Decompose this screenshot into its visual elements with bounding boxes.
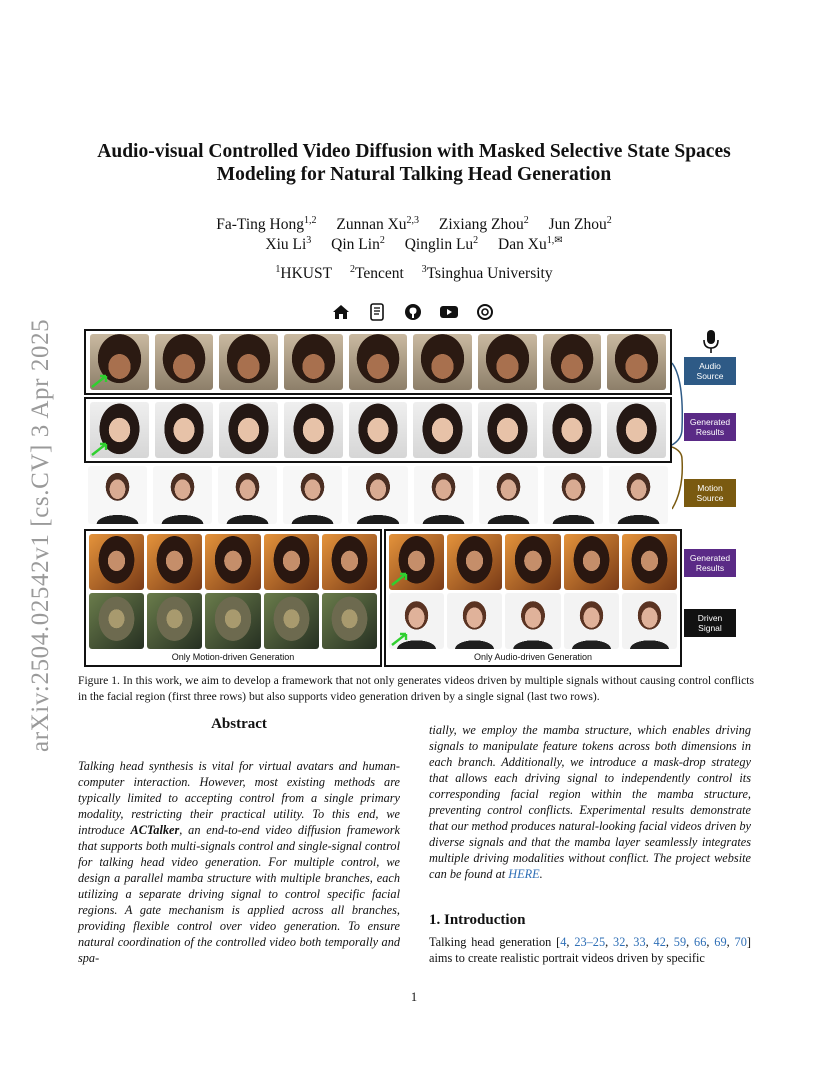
video-frame <box>413 402 472 458</box>
video-frame <box>264 593 319 649</box>
green-arrow-icon <box>390 571 410 587</box>
paper-title <box>60 140 768 186</box>
motion-source-label: Motion Source <box>684 479 736 507</box>
author: Dan $Xu^{1,✉}$ <box>498 235 563 253</box>
home-icon[interactable] <box>330 301 352 323</box>
affiliation-list <box>60 265 768 283</box>
driven-signal-label: Driven Signal <box>684 609 736 637</box>
video-frame <box>155 402 214 458</box>
video-frame <box>155 334 214 390</box>
video-frame <box>609 466 668 524</box>
video-frame <box>543 334 602 390</box>
affiliation: $^1$HKUST <box>275 264 333 282</box>
row-generated-results <box>84 397 672 463</box>
figure-caption: Figure 1. In this work, we aim to develop a framework that not only generates videos driven by multiple signals without causing control conflicts in the facial region (first three rows) but also supports video generation driven by a single signal (last two rows). <box>78 674 754 703</box>
green-arrow-icon <box>390 631 410 647</box>
author: Fa-Ting Hong$^{1,2}$ <box>216 215 317 233</box>
video-frame <box>205 534 260 590</box>
author: Qin Lin$^2$ <box>331 235 385 253</box>
project-links <box>330 301 500 323</box>
video-frame <box>544 466 603 524</box>
video-frame <box>348 466 407 524</box>
page-number: 1 <box>410 990 418 1004</box>
citation-link[interactable]: 69 <box>714 935 727 949</box>
audio-only-block <box>384 529 682 667</box>
method-name: ACTalker <box>130 823 180 837</box>
author: Qinglin Lu$^2$ <box>404 235 479 253</box>
green-arrow-icon <box>90 441 110 457</box>
citation-link[interactable]: 4 <box>560 935 567 949</box>
arxiv-stamp-text: arXiv:2504.02542v1 [cs.CV] 3 Apr 2025 <box>27 318 54 752</box>
video-frame <box>153 466 212 524</box>
title-line-1: Audio-visual Controlled Video Diffusion with Masked Selective State Spaces <box>97 141 731 162</box>
row-motion-source <box>84 463 672 527</box>
affiliation: $^2$Tencent <box>349 264 404 282</box>
video-frame <box>543 402 602 458</box>
abstract-heading: Abstract <box>211 716 267 732</box>
title-line-2: Modeling for Natural Talking Head Generation <box>216 164 612 185</box>
author: Zunnan Xu$^{2,3}$ <box>336 215 420 233</box>
youtube-icon[interactable] <box>438 301 460 323</box>
citation-link[interactable]: 70 <box>734 935 747 949</box>
video-frame <box>479 466 538 524</box>
citation-link[interactable]: 59 <box>673 935 687 949</box>
openai-icon[interactable] <box>474 301 496 323</box>
video-frame <box>622 534 677 590</box>
video-frame <box>218 466 277 524</box>
motion-only-caption: Only Motion-driven Generation <box>171 652 295 662</box>
affiliation: $^3$Tsinghua University <box>421 264 553 282</box>
video-frame <box>322 534 377 590</box>
video-frame <box>219 402 278 458</box>
microphone-icon <box>701 329 721 355</box>
video-frame <box>505 534 560 590</box>
citation-link[interactable]: 33 <box>633 935 646 949</box>
video-frame <box>264 534 319 590</box>
video-frame <box>564 534 619 590</box>
video-frame <box>478 402 537 458</box>
author-list <box>60 215 768 255</box>
author: Xiu Li$^3$ <box>265 235 312 253</box>
motion-only-block <box>84 529 382 667</box>
video-frame <box>147 593 202 649</box>
video-frame <box>622 593 677 649</box>
green-arrow-icon <box>90 373 110 389</box>
project-link[interactable]: HERE <box>508 867 540 881</box>
video-frame <box>349 402 408 458</box>
video-frame <box>219 334 278 390</box>
generated-results-label-2: Generated Results <box>684 549 736 577</box>
github-icon[interactable] <box>402 301 424 323</box>
author: Zixiang Zhou$^2$ <box>438 215 529 233</box>
video-frame <box>607 334 666 390</box>
video-frame <box>322 593 377 649</box>
video-frame <box>283 466 342 524</box>
generated-results-label: Generated Results <box>684 413 736 441</box>
row-audio-source <box>84 329 672 395</box>
video-frame <box>349 334 408 390</box>
teaser-figure <box>84 329 754 669</box>
scroll-icon[interactable] <box>366 301 388 323</box>
audio-only-caption: Only Audio-driven Generation <box>473 652 593 662</box>
video-frame <box>89 534 144 590</box>
section-heading-introduction: 1. Introduction <box>429 912 526 928</box>
introduction-text: Talking head generation [4, 23–25, 32, 33, 42, 59, 66, 69, 70] aims to create realistic portrait videos driven by specific <box>429 935 751 965</box>
video-frame <box>505 593 560 649</box>
citation-link[interactable]: 23–25 <box>574 935 606 949</box>
video-frame <box>147 534 202 590</box>
citation-link[interactable]: 32 <box>613 935 626 949</box>
video-frame <box>478 334 537 390</box>
citation-link[interactable]: 66 <box>694 935 707 949</box>
arxiv-stamp <box>4 286 64 756</box>
video-frame <box>447 593 502 649</box>
video-frame <box>284 334 343 390</box>
video-frame <box>284 402 343 458</box>
abstract-text-right: tially, we employ the mamba structure, which enables driving signals to manipulate feature tokens across both dimensions in each branch. Additionally, we introduce a mask-drop strategy that allows each driving signal to independently control its corresponding facial region within the mamba structure, preventing control conflicts. Experimental results demonstrate that our method produces natural-looking facial videos driven by diverse signals and that the mamba layer seamlessly integrates multiple driving modalities without conflict. The project website can be found at HERE. <box>429 723 751 881</box>
video-frame <box>88 466 147 524</box>
video-frame <box>447 534 502 590</box>
abstract-text-left: Talking head synthesis is vital for virtual avatars and human-computer interaction. However, most existing methods are typically limited to accepting control from a single primary modality, restricting their practical utility. To this end, we introduce ACTalker, an end-to-end video diffusion framework that supports both multi-signals control and single-signal control for talking head video generation. For multiple control, we design a parallel mamba structure with multiple branches, each utilizing a separate driving signal to control specific facial regions. A gate mechanism is applied across all branches, providing flexible control over video generation. To ensure natural coordination of the controlled video both temporally and spa- <box>78 759 401 965</box>
author: Jun Zhou$^2$ <box>548 215 612 233</box>
video-frame <box>413 334 472 390</box>
video-frame <box>205 593 260 649</box>
video-frame <box>564 593 619 649</box>
citation-link[interactable]: 42 <box>653 935 666 949</box>
video-frame <box>89 593 144 649</box>
video-frame <box>607 402 666 458</box>
audio-source-label: Audio Source <box>684 357 736 385</box>
video-frame <box>414 466 473 524</box>
